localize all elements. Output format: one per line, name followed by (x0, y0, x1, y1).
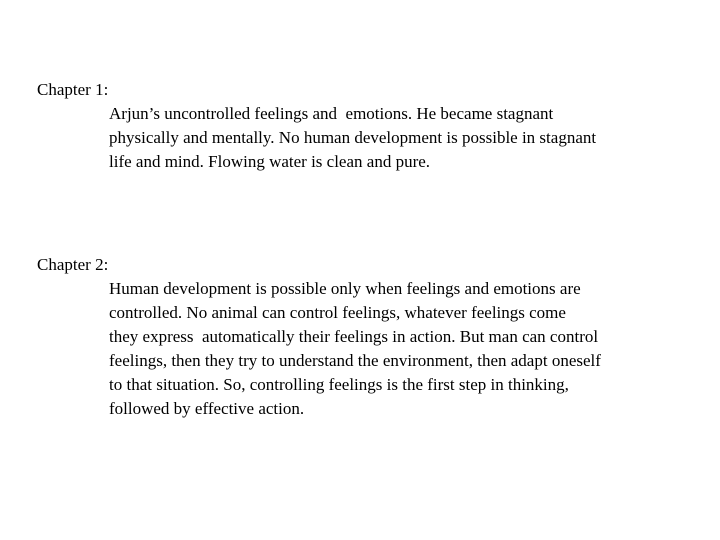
chapter-2-line: controlled. No animal can control feelings, whatever feelings come (109, 303, 566, 322)
chapter-2-body (109, 277, 707, 421)
chapter-2-line: Human development is possible only when feelings and emotions are (109, 279, 581, 298)
chapter-2-title: Chapter 2: (37, 255, 109, 274)
chapter-1-line: Arjun’s uncontrolled feelings and emotions. He became stagnant (109, 104, 554, 123)
chapter-1-section (37, 78, 707, 174)
chapter-2-section (37, 253, 707, 421)
chapter-1-line: physically and mentally. No human development is possible in stagnant (109, 128, 597, 147)
chapter-1-title: Chapter 1: (37, 80, 109, 99)
chapter-1-line: life and mind. Flowing water is clean and pure. (109, 152, 431, 171)
chapter-2-line: they express automatically their feelings in action. But man can control (109, 327, 599, 346)
chapter-2-line: followed by effective action. (109, 399, 305, 418)
chapter-2-line: to that situation. So, controlling feelings is the first step in thinking, (109, 375, 569, 394)
chapter-2-line: feelings, then they try to understand the environment, then adapt oneself (109, 351, 601, 370)
chapter-1-body (109, 102, 707, 174)
